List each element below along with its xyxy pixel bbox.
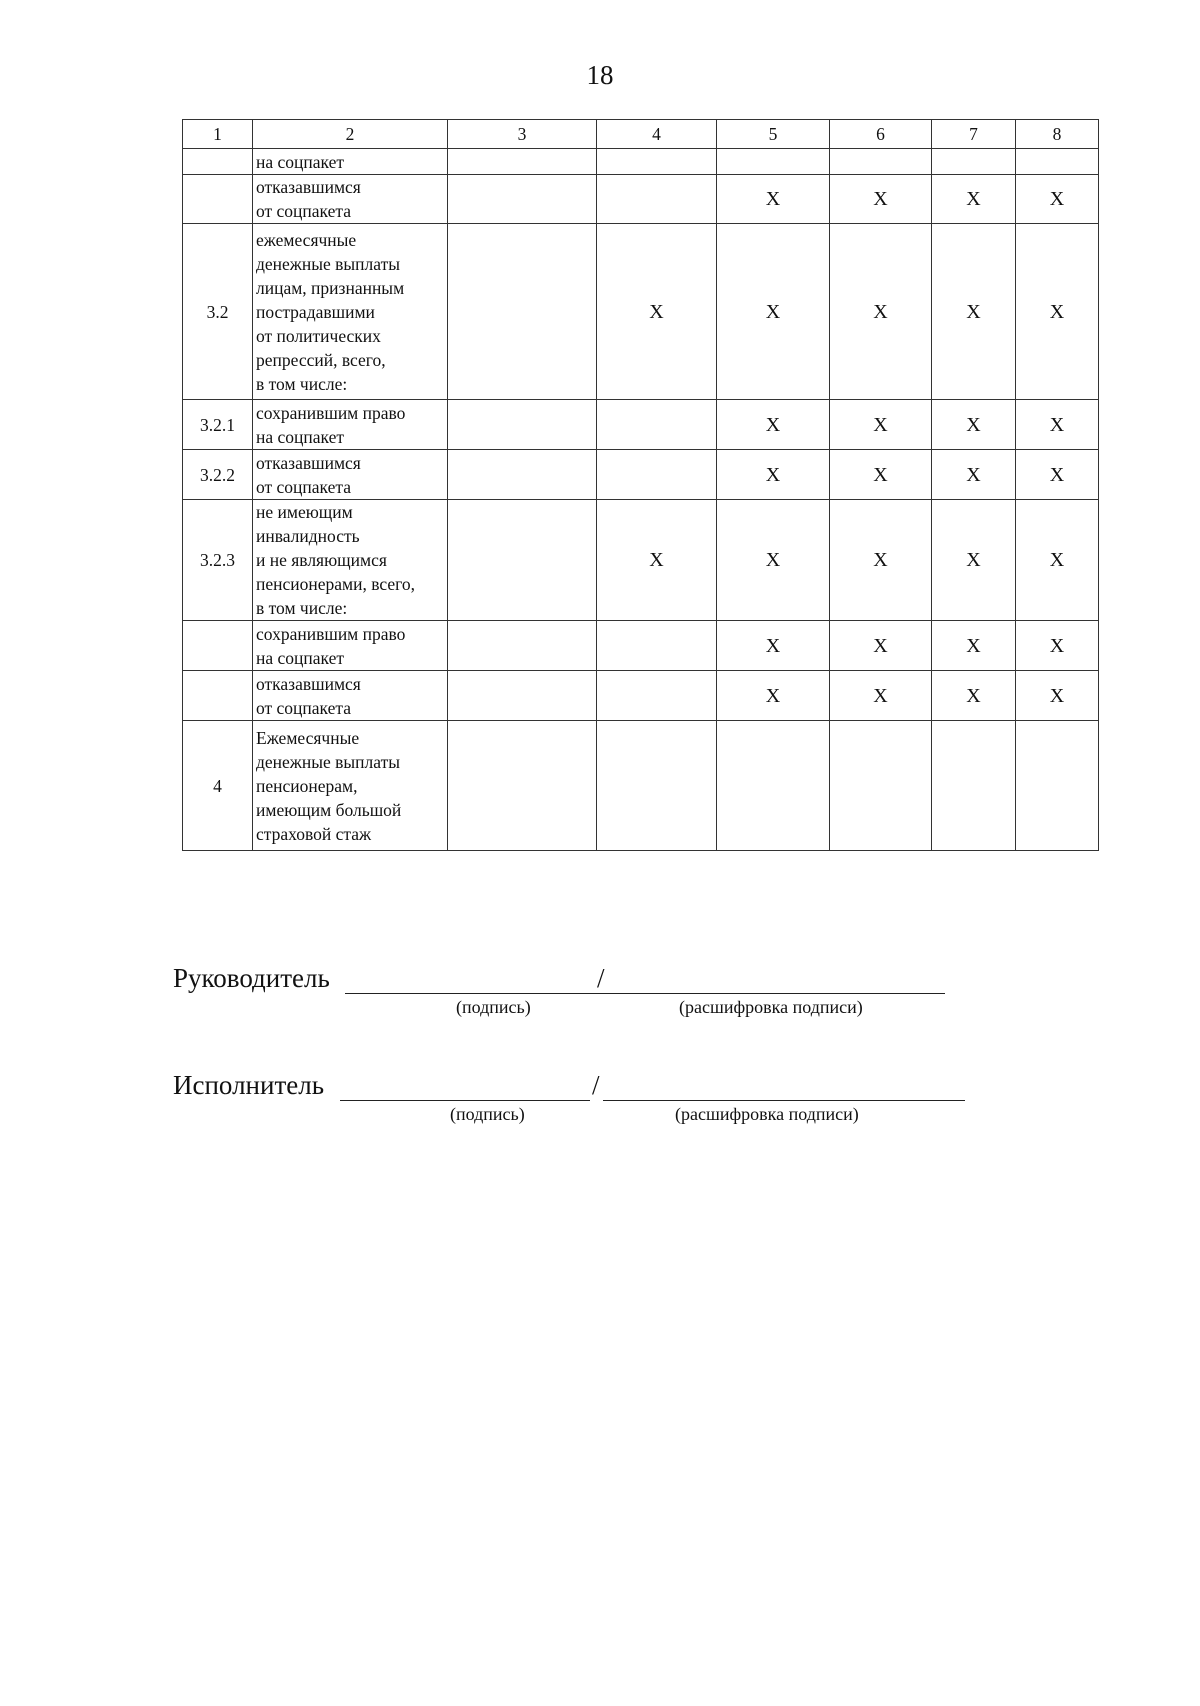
data-cell-col-7: [932, 721, 1016, 851]
table-header-row: [183, 120, 1099, 149]
table-row: [183, 224, 1099, 400]
data-cell-col-6: X: [830, 450, 932, 500]
row-number: 3.2.3: [183, 500, 253, 621]
column-header: 1: [183, 120, 253, 149]
data-cell-col-6: X: [830, 400, 932, 450]
data-cell-col-4: [597, 400, 717, 450]
data-cell-col-7: X: [932, 500, 1016, 621]
table-row: [183, 721, 1099, 851]
data-cell-col-3: [448, 224, 597, 400]
data-cell-col-5: X: [717, 671, 830, 721]
column-header: 6: [830, 120, 932, 149]
executor-label: Исполнитель: [173, 1070, 325, 1100]
executor-signature-line[interactable]: [340, 1100, 590, 1101]
table-row: [183, 500, 1099, 621]
data-cell-col-7: [932, 149, 1016, 175]
data-cell-col-7: X: [932, 400, 1016, 450]
data-cell-col-5: X: [717, 450, 830, 500]
data-cell-col-3: [448, 175, 597, 224]
head-decoding-line[interactable]: [609, 993, 945, 994]
row-number: 3.2.1: [183, 400, 253, 450]
row-number: 3.2: [183, 224, 253, 400]
data-cell-col-6: X: [830, 671, 932, 721]
head-slash: /: [597, 963, 605, 993]
data-cell-col-6: [830, 721, 932, 851]
data-cell-col-3: [448, 400, 597, 450]
data-cell-col-7: X: [932, 224, 1016, 400]
executor-decoding-caption: (расшифровка подписи): [675, 1104, 859, 1124]
row-description: отказавшимся от соцпакета: [253, 671, 448, 721]
data-cell-col-4: X: [597, 224, 717, 400]
data-cell-col-5: X: [717, 400, 830, 450]
data-cell-col-5: X: [717, 224, 830, 400]
data-cell-col-4: [597, 721, 717, 851]
row-number: [183, 671, 253, 721]
row-number: [183, 175, 253, 224]
data-cell-col-5: X: [717, 175, 830, 224]
report-table: [182, 119, 1099, 851]
data-cell-col-3: [448, 621, 597, 671]
row-description: Ежемесячные денежные выплаты пенсионерам, имеющим большой страховой стаж: [253, 721, 448, 851]
data-cell-col-5: [717, 149, 830, 175]
data-cell-col-4: X: [597, 500, 717, 621]
data-cell-col-4: [597, 450, 717, 500]
data-cell-col-7: X: [932, 621, 1016, 671]
executor-slash: /: [592, 1070, 600, 1100]
row-description: ежемесячные денежные выплаты лицам, признанным пострадавшими от политических репрессий, всего, в том числе:: [253, 224, 448, 400]
row-number: 4: [183, 721, 253, 851]
row-description: не имеющим инвалидность и не являющимся пенсионерами, всего, в том числе:: [253, 500, 448, 621]
data-cell-col-6: X: [830, 621, 932, 671]
row-number: [183, 621, 253, 671]
table-row: [183, 149, 1099, 175]
column-header: 5: [717, 120, 830, 149]
data-cell-col-8: X: [1016, 400, 1099, 450]
data-cell-col-8: [1016, 721, 1099, 851]
data-cell-col-3: [448, 450, 597, 500]
table-row: [183, 450, 1099, 500]
data-cell-col-6: X: [830, 175, 932, 224]
head-decoding-caption: (расшифровка подписи): [679, 997, 863, 1017]
head-signature-caption: (подпись): [456, 997, 531, 1017]
row-description: отказавшимся от соцпакета: [253, 175, 448, 224]
data-cell-col-8: X: [1016, 450, 1099, 500]
data-cell-col-8: X: [1016, 224, 1099, 400]
data-cell-col-5: X: [717, 500, 830, 621]
column-header: 7: [932, 120, 1016, 149]
data-cell-col-7: X: [932, 671, 1016, 721]
data-cell-col-3: [448, 721, 597, 851]
data-cell-col-4: [597, 149, 717, 175]
page-number: 18: [586, 60, 614, 90]
column-header: 4: [597, 120, 717, 149]
data-cell-col-4: [597, 671, 717, 721]
column-header: 3: [448, 120, 597, 149]
column-header: 2: [253, 120, 448, 149]
table-row: [183, 621, 1099, 671]
data-cell-col-6: X: [830, 224, 932, 400]
data-cell-col-8: [1016, 149, 1099, 175]
data-cell-col-6: X: [830, 500, 932, 621]
column-header: 8: [1016, 120, 1099, 149]
data-cell-col-6: [830, 149, 932, 175]
data-cell-col-8: X: [1016, 500, 1099, 621]
data-cell-col-8: X: [1016, 175, 1099, 224]
data-cell-col-8: X: [1016, 621, 1099, 671]
row-number: [183, 149, 253, 175]
table-row: [183, 400, 1099, 450]
table-row: [183, 671, 1099, 721]
row-number: 3.2.2: [183, 450, 253, 500]
data-cell-col-4: [597, 621, 717, 671]
data-cell-col-7: X: [932, 450, 1016, 500]
executor-signature-caption: (подпись): [450, 1104, 525, 1124]
data-cell-col-5: [717, 721, 830, 851]
data-cell-col-3: [448, 149, 597, 175]
data-cell-col-8: X: [1016, 671, 1099, 721]
row-description: сохранившим право на соцпакет: [253, 400, 448, 450]
row-description: отказавшимся от соцпакета: [253, 450, 448, 500]
table-row: [183, 175, 1099, 224]
executor-decoding-line[interactable]: [603, 1100, 965, 1101]
row-description: на соцпакет: [253, 149, 448, 175]
data-cell-col-5: X: [717, 621, 830, 671]
row-description: сохранившим право на соцпакет: [253, 621, 448, 671]
data-cell-col-3: [448, 671, 597, 721]
data-cell-col-3: [448, 500, 597, 621]
data-cell-col-4: [597, 175, 717, 224]
data-cell-col-7: X: [932, 175, 1016, 224]
head-label: Руководитель: [173, 963, 330, 993]
